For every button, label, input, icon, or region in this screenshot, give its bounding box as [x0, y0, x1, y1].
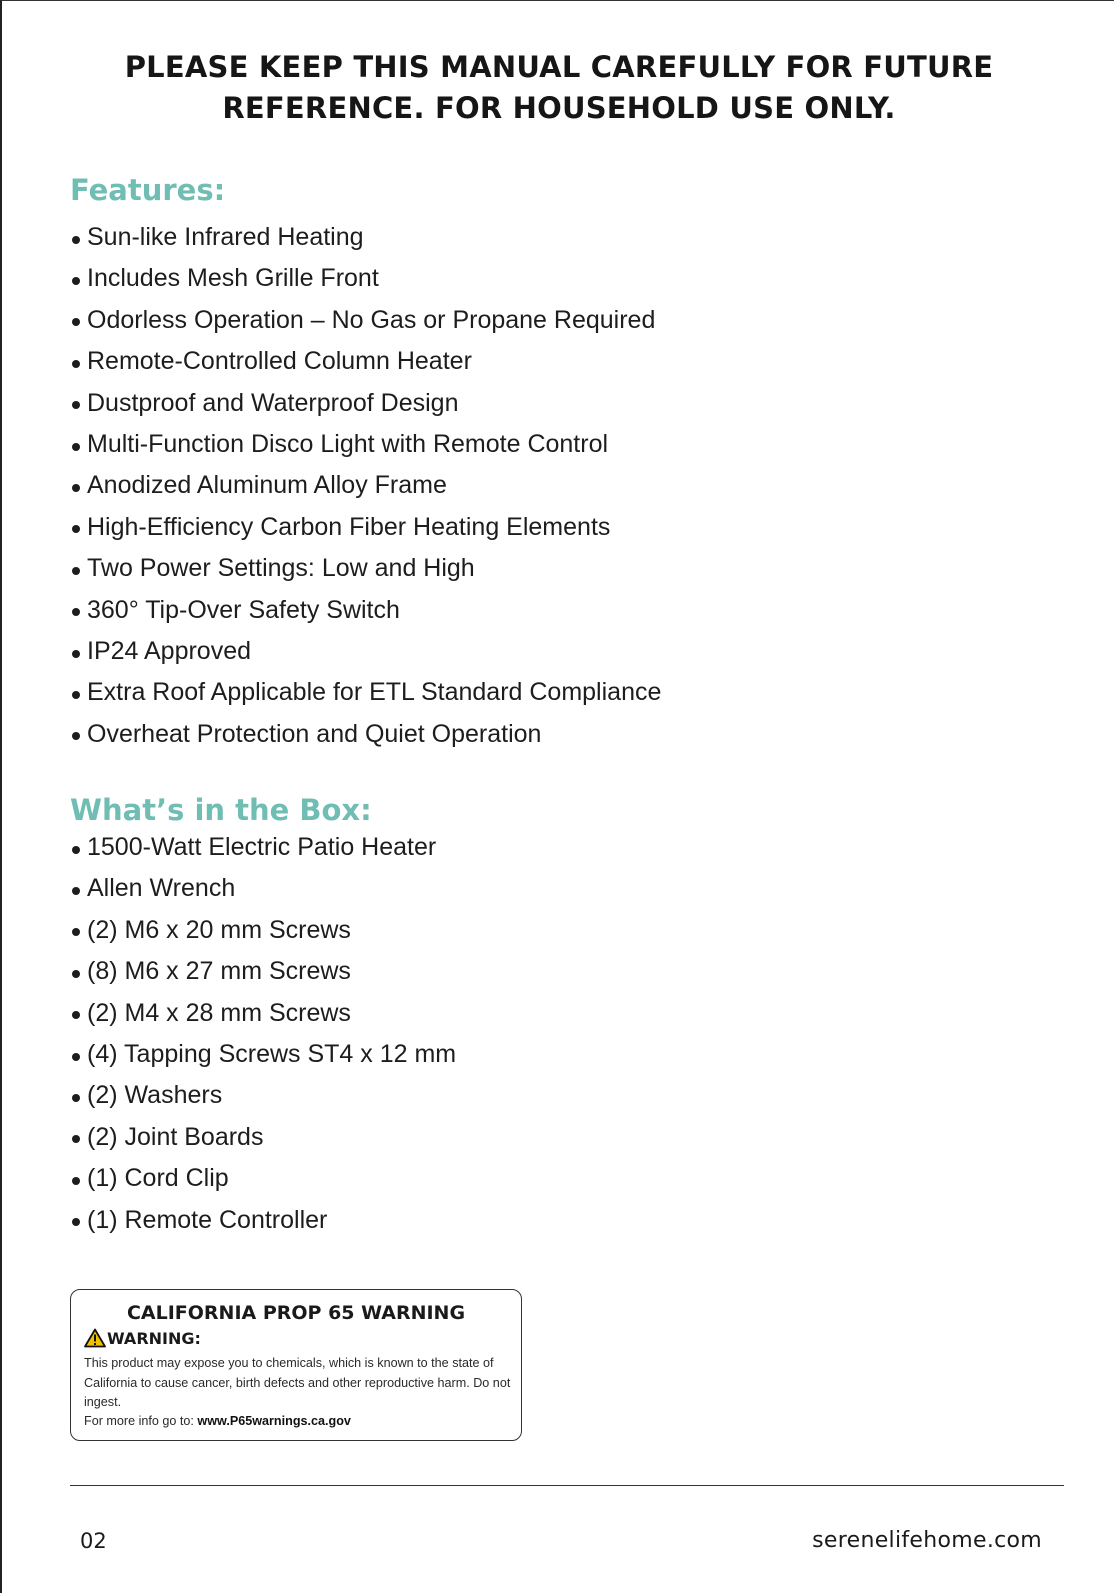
bullet-icon — [72, 401, 80, 409]
box-item — [70, 868, 456, 909]
features-list — [70, 217, 661, 755]
header-line-2: REFERENCE. FOR HOUSEHOLD USE ONLY. — [222, 91, 896, 125]
bullet-icon — [72, 970, 80, 978]
box-item — [70, 910, 456, 951]
feature-item-text: Dustproof and Waterproof Design — [87, 388, 459, 417]
warning-triangle-icon — [84, 1328, 106, 1348]
box-item-text: Allen Wrench — [87, 874, 236, 903]
bullet-icon — [72, 360, 80, 368]
feature-item-text: Sun-like Infrared Heating — [87, 223, 364, 251]
box-item — [70, 1200, 456, 1241]
bullet-icon — [72, 1218, 80, 1226]
feature-item-text: Extra Roof Applicable for ETL Standard Compliance — [87, 678, 662, 707]
features-heading: Features: — [70, 173, 226, 207]
website-url: serenelifehome.com — [812, 1528, 1042, 1553]
feature-item-text: Includes Mesh Grille Front — [87, 264, 379, 293]
bullet-icon — [72, 846, 80, 854]
bullet-icon — [72, 650, 80, 658]
feature-item-text: IP24 Approved — [87, 636, 252, 665]
box-item-text: (2) M6 x 20 mm Screws — [87, 915, 351, 944]
box-item — [70, 827, 456, 868]
feature-item — [70, 300, 661, 341]
bullet-icon — [72, 1135, 80, 1143]
feature-item — [70, 631, 661, 672]
bullet-icon — [72, 608, 80, 616]
bullet-icon — [72, 567, 80, 575]
box-item-text: (8) M6 x 27 mm Screws — [87, 957, 351, 986]
feature-item-text: 360° Tip-Over Safety Switch — [87, 595, 400, 624]
box-item-text: 1500-Watt Electric Patio Heater — [87, 833, 437, 861]
box-item — [70, 993, 456, 1034]
warning-text: This product may expose you to chemicals, which is known to the state of California to cause cancer, birth defects and other reproductive harm. Do not ingest. — [84, 1356, 511, 1409]
feature-item — [70, 424, 661, 465]
feature-item-text: Two Power Settings: Low and High — [87, 554, 475, 583]
bullet-icon — [72, 443, 80, 451]
warning-more-prefix: For more info go to: — [84, 1414, 198, 1428]
bullet-icon — [72, 1011, 80, 1019]
bullet-icon — [72, 1177, 80, 1185]
box-item — [70, 1117, 456, 1158]
bullet-icon — [72, 318, 80, 326]
bullet-icon — [72, 484, 80, 492]
footer-divider — [70, 1485, 1064, 1486]
warning-title: CALIFORNIA PROP 65 WARNING — [126, 1302, 466, 1324]
feature-item — [70, 672, 661, 713]
bullet-icon — [72, 1094, 80, 1102]
box-contents-list — [70, 827, 456, 1241]
feature-item — [70, 217, 661, 258]
feature-item — [70, 258, 661, 299]
prop65-warning-box — [70, 1289, 522, 1441]
warning-label: WARNING: — [107, 1328, 201, 1348]
box-item-text: (2) Washers — [87, 1081, 223, 1110]
bullet-icon — [72, 732, 80, 740]
p65-warnings-link[interactable]: www.P65warnings.ca.gov — [197, 1414, 351, 1428]
warning-more-info — [84, 1414, 351, 1428]
bullet-icon — [72, 691, 80, 699]
feature-item — [70, 714, 661, 755]
feature-item — [70, 548, 661, 589]
bullet-icon — [72, 887, 80, 895]
feature-item — [70, 383, 661, 424]
box-item-text: (1) Remote Controller — [87, 1205, 328, 1234]
header-line-1: PLEASE KEEP THIS MANUAL CAREFULLY FOR FUTURE — [124, 50, 994, 84]
box-item-text: (2) M4 x 28 mm Screws — [87, 998, 351, 1027]
feature-item-text: Anodized Aluminum Alloy Frame — [87, 471, 447, 500]
box-contents-heading: What’s in the Box: — [70, 793, 372, 827]
bullet-icon — [72, 236, 80, 244]
bullet-icon — [72, 525, 80, 533]
box-item — [70, 1034, 456, 1075]
feature-item-text: Remote-Controlled Column Heater — [87, 347, 472, 376]
box-item — [70, 951, 456, 992]
feature-item — [70, 341, 661, 382]
page-header — [2, 47, 1114, 129]
feature-item — [70, 465, 661, 506]
box-item-text: (1) Cord Clip — [87, 1164, 229, 1193]
feature-item-text: Odorless Operation – No Gas or Propane Required — [87, 305, 656, 334]
box-item-text: (2) Joint Boards — [87, 1122, 264, 1151]
feature-item-text: Overheat Protection and Quiet Operation — [87, 719, 542, 748]
feature-item-text: Multi-Function Disco Light with Remote Control — [87, 429, 609, 458]
box-item — [70, 1158, 456, 1199]
feature-item — [70, 590, 661, 631]
bullet-icon — [72, 1053, 80, 1061]
box-item-text: (4) Tapping Screws ST4 x 12 mm — [87, 1039, 457, 1068]
feature-item-text: High-Efficiency Carbon Fiber Heating Elements — [87, 512, 611, 541]
page-number: 02 — [80, 1529, 107, 1553]
feature-item — [70, 507, 661, 548]
bullet-icon — [72, 277, 80, 285]
bullet-icon — [72, 928, 80, 936]
box-item — [70, 1075, 456, 1116]
warning-label-row — [84, 1328, 201, 1348]
